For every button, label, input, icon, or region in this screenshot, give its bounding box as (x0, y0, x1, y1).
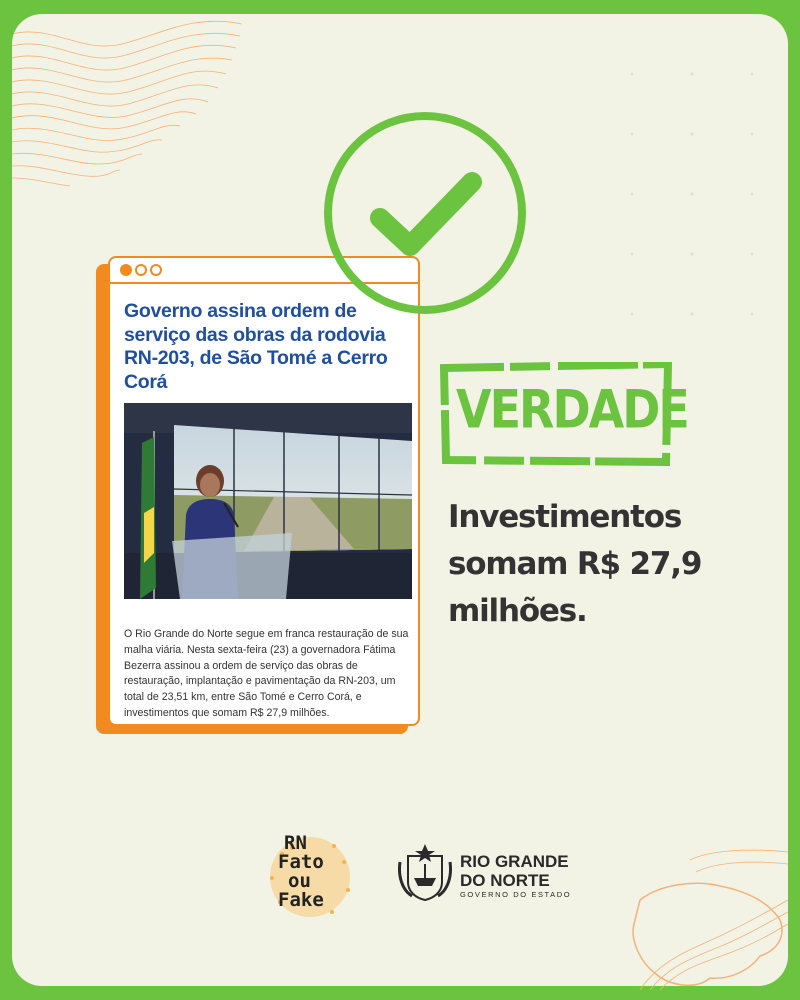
window-dot-icon (120, 264, 132, 276)
window-dot-icon (135, 264, 147, 276)
headline-line: serviço das obras da rodovia (124, 323, 386, 346)
claim-line: Investimentos (448, 499, 682, 535)
body-line: total de 23,51 km, entre São Tomé e Cerro Corá, e (124, 691, 362, 704)
logo-line: Fake (278, 889, 324, 911)
headline-line: Corá (124, 370, 168, 393)
window-dot-icon (150, 264, 162, 276)
claim-text (448, 494, 748, 635)
news-window (108, 256, 420, 726)
contour-lines-decoration (12, 14, 272, 214)
logo-line: ou (288, 870, 311, 892)
state-name (460, 852, 569, 890)
body-line: O Rio Grande do Norte segue em franca restauração de sua (124, 628, 409, 640)
headline-line: RN-203, de São Tomé a Cerro (124, 347, 388, 369)
logo-line: Fato (278, 851, 324, 873)
state-name-line: DO NORTE (460, 871, 550, 890)
check-icon (322, 110, 528, 316)
state-crest-icon (396, 842, 454, 902)
fato-ou-fake-wordmark (278, 834, 324, 910)
news-photo (124, 403, 412, 599)
headline-line: Governo assina ordem de (124, 300, 357, 322)
state-name-line: RIO GRANDE (460, 852, 569, 871)
verdict-stamp-label: VERDADE (456, 378, 688, 441)
body-line: restauração, implantação e pavimentação da RN-203, um (124, 675, 396, 688)
body-line: Bezerra assinou a ordem de serviço das obras de (124, 659, 358, 672)
claim-line: milhões. (448, 593, 587, 629)
state-map-decoration (600, 840, 788, 990)
claim-line: somam R$ 27,9 (448, 546, 702, 582)
state-subtitle: GOVERNO DO ESTADO (460, 890, 572, 899)
body-line: investimentos que somam R$ 27,9 milhões. (124, 706, 330, 719)
logo-line: RN (284, 832, 307, 854)
body-line: malha viária. Nesta sexta-feira (23) a governadora Fátima (124, 643, 396, 656)
news-body-text (124, 627, 414, 722)
